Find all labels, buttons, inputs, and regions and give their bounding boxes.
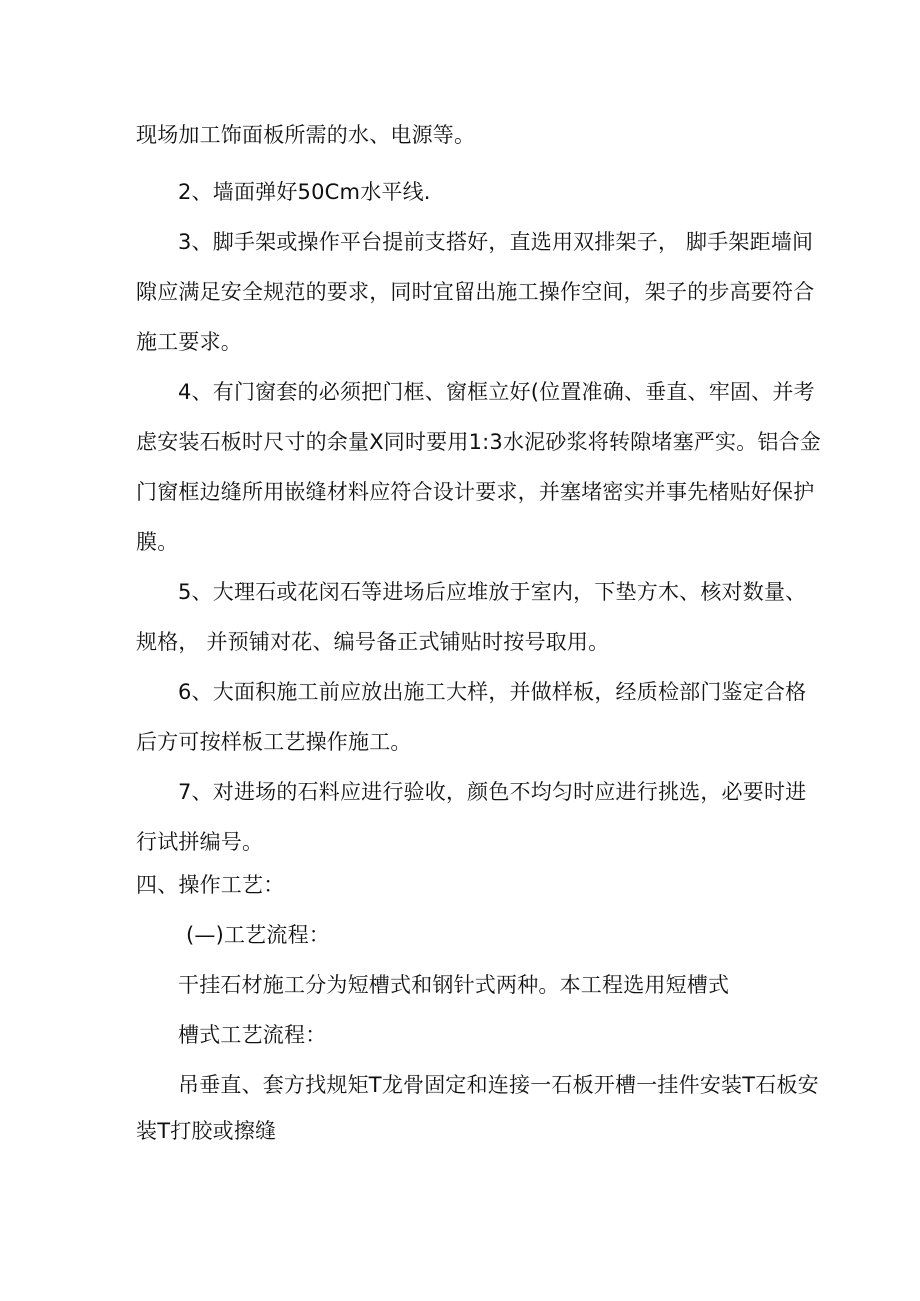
text-line-7: 虑安装石板时尺寸的余量X同时要用1:3水泥砂浆将转隙堵塞严实。铝合金 xyxy=(136,430,821,454)
text-line-12: 6、大面积施工前应放出施工大样，并做样板，经质检部门鉴定合格 xyxy=(178,680,807,704)
text-line-1: 现场加工饰面板所需的水、电源等。 xyxy=(136,123,476,147)
text-line-14: 7、对进场的石料应进行验收，颜色不均匀时应进行挑选，必要时进 xyxy=(178,780,807,804)
text-line-20: 吊垂直、套方找规矩T龙骨固定和连接一石板开槽一挂件安装T石板安 xyxy=(178,1073,819,1097)
text-line-13: 后方可按样板工艺操作施工。 xyxy=(136,730,412,754)
section-heading: 四、操作工艺： xyxy=(136,873,285,897)
text-line-9: 膜。 xyxy=(136,530,179,554)
text-line-10: 5、大理石或花闵石等进场后应堆放于室内，下垫方木、核对数量、 xyxy=(178,580,807,604)
text-line-19: 槽式工艺流程： xyxy=(178,1023,327,1047)
text-line-15: 行试拼编号。 xyxy=(136,830,264,854)
text-line-5: 施工要求。 xyxy=(136,330,242,354)
text-line-18: 干挂石材施工分为短槽式和钢针式两种。本工程选用短槽式 xyxy=(178,973,730,997)
text-line-21: 装T打胶或擦缝 xyxy=(136,1119,277,1143)
text-line-2: 2、墙面弹好50Cm水平线. xyxy=(178,180,431,204)
subsection-heading: (—)工艺流程： xyxy=(186,923,330,947)
text-line-6: 4、有门窗套的必须把门框、窗框立好(位置准确、垂直、牢固、并考 xyxy=(178,380,815,404)
text-line-11: 规格， 并预铺对花、编号备正式铺贴时按号取用。 xyxy=(136,630,610,654)
text-line-3: 3、脚手架或操作平台提前支搭好，直选用双排架子， 脚手架距墙间 xyxy=(178,230,814,254)
text-line-8: 门窗框边缝所用嵌缝材料应符合设计要求，并塞堵密实并事先楮贴好保护 xyxy=(136,480,815,504)
text-line-4: 隙应满足安全规范的要求，同时宜留出施工操作空间，架子的步高要符合 xyxy=(136,280,815,304)
